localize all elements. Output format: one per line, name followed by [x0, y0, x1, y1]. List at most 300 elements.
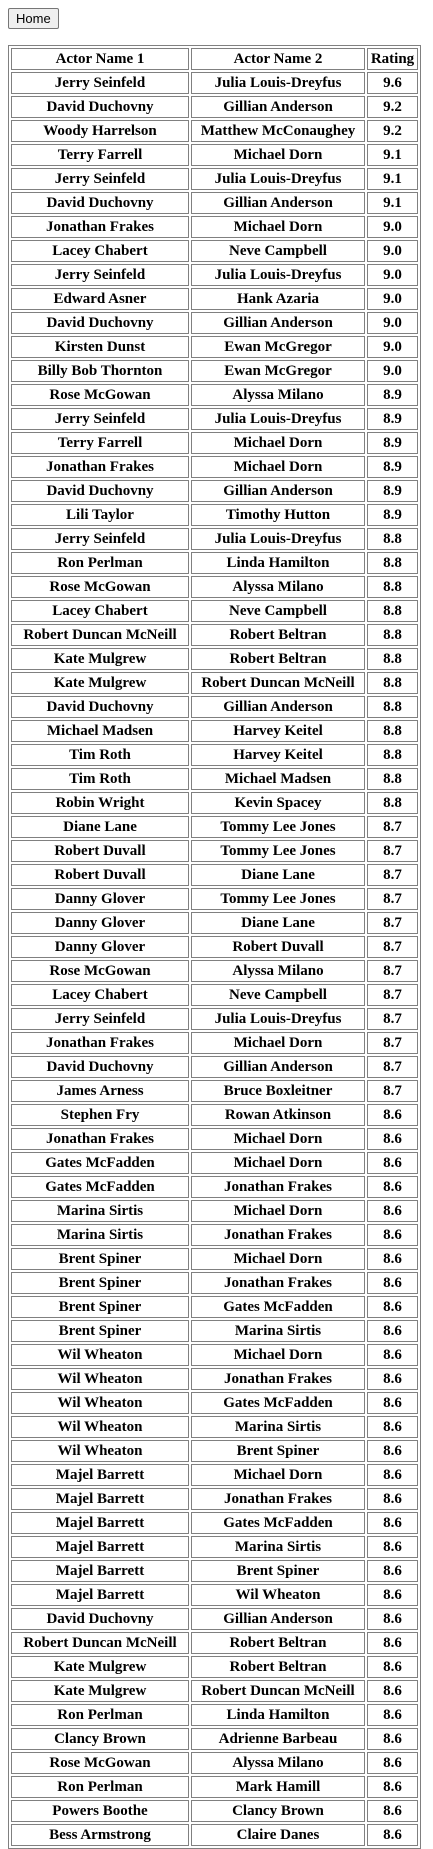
header-actor-name-2: Actor Name 2 — [191, 48, 365, 70]
actor-name-1-cell: Lacey Chabert — [11, 600, 189, 622]
table-row — [11, 312, 418, 334]
rating-cell: 9.2 — [367, 120, 418, 142]
actor-name-2-cell: Robert Duncan McNeill — [191, 1680, 365, 1702]
table-row — [11, 1824, 418, 1846]
table-row — [11, 744, 418, 766]
rating-cell: 8.6 — [367, 1392, 418, 1414]
rating-cell: 8.9 — [367, 504, 418, 526]
table-row — [11, 1344, 418, 1366]
actor-name-1-cell: Brent Spiner — [11, 1320, 189, 1342]
actor-name-2-cell: Gates McFadden — [191, 1296, 365, 1318]
actor-name-2-cell: Timothy Hutton — [191, 504, 365, 526]
rating-cell: 8.8 — [367, 720, 418, 742]
rating-cell: 8.7 — [367, 840, 418, 862]
table-row — [11, 120, 418, 142]
rating-cell: 8.7 — [367, 1080, 418, 1102]
actor-name-2-cell: Michael Dorn — [191, 1032, 365, 1054]
table-header-row — [11, 48, 418, 70]
table-row — [11, 1392, 418, 1414]
table-row — [11, 888, 418, 910]
actor-name-1-cell: David Duchovny — [11, 480, 189, 502]
actor-name-1-cell: Jonathan Frakes — [11, 1032, 189, 1054]
actor-name-1-cell: Marina Sirtis — [11, 1200, 189, 1222]
actor-name-2-cell: Gillian Anderson — [191, 192, 365, 214]
table-row — [11, 336, 418, 358]
table-row — [11, 432, 418, 454]
actor-name-2-cell: Gates McFadden — [191, 1512, 365, 1534]
rating-cell: 8.6 — [367, 1176, 418, 1198]
actor-name-1-cell: Danny Glover — [11, 936, 189, 958]
actor-name-2-cell: Gillian Anderson — [191, 96, 365, 118]
rating-cell: 8.6 — [367, 1752, 418, 1774]
rating-cell: 8.6 — [367, 1200, 418, 1222]
actor-name-2-cell: Michael Dorn — [191, 432, 365, 454]
actor-name-2-cell: Michael Dorn — [191, 1200, 365, 1222]
actor-name-2-cell: Michael Dorn — [191, 216, 365, 238]
table-row — [11, 1128, 418, 1150]
actor-name-2-cell: Michael Madsen — [191, 768, 365, 790]
table-row — [11, 240, 418, 262]
actor-name-1-cell: Clancy Brown — [11, 1728, 189, 1750]
actor-name-1-cell: Kirsten Dunst — [11, 336, 189, 358]
actor-name-1-cell: Robin Wright — [11, 792, 189, 814]
actor-name-1-cell: Ron Perlman — [11, 1776, 189, 1798]
rating-cell: 8.6 — [367, 1488, 418, 1510]
actor-name-2-cell: Neve Campbell — [191, 600, 365, 622]
rating-cell: 8.8 — [367, 696, 418, 718]
actor-name-1-cell: Tim Roth — [11, 768, 189, 790]
actor-name-1-cell: David Duchovny — [11, 1056, 189, 1078]
actor-name-1-cell: Jonathan Frakes — [11, 1128, 189, 1150]
actor-name-2-cell: Michael Dorn — [191, 1344, 365, 1366]
actor-name-1-cell: Jerry Seinfeld — [11, 1008, 189, 1030]
rating-cell: 9.0 — [367, 288, 418, 310]
rating-cell: 8.8 — [367, 600, 418, 622]
table-row — [11, 1632, 418, 1654]
actor-name-2-cell: Marina Sirtis — [191, 1536, 365, 1558]
actor-name-1-cell: Brent Spiner — [11, 1272, 189, 1294]
actor-name-2-cell: Robert Beltran — [191, 1632, 365, 1654]
actor-name-1-cell: Lacey Chabert — [11, 984, 189, 1006]
actor-name-2-cell: Robert Beltran — [191, 624, 365, 646]
actor-name-1-cell: Robert Duvall — [11, 864, 189, 886]
table-row — [11, 1200, 418, 1222]
rating-cell: 8.9 — [367, 408, 418, 430]
rating-cell: 9.0 — [367, 336, 418, 358]
home-button[interactable]: Home — [8, 8, 59, 29]
actor-name-1-cell: Diane Lane — [11, 816, 189, 838]
actor-name-2-cell: Bruce Boxleitner — [191, 1080, 365, 1102]
rating-cell: 8.8 — [367, 792, 418, 814]
actor-name-1-cell: Lacey Chabert — [11, 240, 189, 262]
actor-name-1-cell: Powers Boothe — [11, 1800, 189, 1822]
rating-cell: 8.6 — [367, 1512, 418, 1534]
actor-name-1-cell: Gates McFadden — [11, 1152, 189, 1174]
actor-name-2-cell: Tommy Lee Jones — [191, 840, 365, 862]
table-row — [11, 792, 418, 814]
rating-cell: 8.6 — [367, 1680, 418, 1702]
table-row — [11, 1512, 418, 1534]
table-row — [11, 192, 418, 214]
rating-cell: 9.0 — [367, 360, 418, 382]
table-row — [11, 936, 418, 958]
actor-name-2-cell: Robert Beltran — [191, 648, 365, 670]
actor-name-1-cell: Danny Glover — [11, 888, 189, 910]
table-row — [11, 288, 418, 310]
table-body — [11, 72, 418, 1846]
table-row — [11, 168, 418, 190]
actor-name-1-cell: Rose McGowan — [11, 1752, 189, 1774]
actor-name-1-cell: Majel Barrett — [11, 1512, 189, 1534]
actor-name-1-cell: Bess Armstrong — [11, 1824, 189, 1846]
actor-name-1-cell: Billy Bob Thornton — [11, 360, 189, 382]
actor-name-2-cell: Rowan Atkinson — [191, 1104, 365, 1126]
table-row — [11, 72, 418, 94]
rating-cell: 8.7 — [367, 1008, 418, 1030]
table-row — [11, 600, 418, 622]
header-rating: Rating — [367, 48, 418, 70]
table-row — [11, 912, 418, 934]
actor-name-1-cell: Robert Duncan McNeill — [11, 624, 189, 646]
actor-name-2-cell: Robert Beltran — [191, 1656, 365, 1678]
actor-name-1-cell: Edward Asner — [11, 288, 189, 310]
rating-cell: 8.6 — [367, 1272, 418, 1294]
actor-name-2-cell: Harvey Keitel — [191, 744, 365, 766]
actor-name-1-cell: Brent Spiner — [11, 1296, 189, 1318]
table-row — [11, 1248, 418, 1270]
table-row — [11, 1368, 418, 1390]
table-row — [11, 648, 418, 670]
rating-cell: 8.8 — [367, 576, 418, 598]
rating-cell: 8.7 — [367, 816, 418, 838]
actor-name-2-cell: Michael Dorn — [191, 456, 365, 478]
actor-name-2-cell: Julia Louis-Dreyfus — [191, 264, 365, 286]
actor-name-2-cell: Julia Louis-Dreyfus — [191, 408, 365, 430]
actor-name-1-cell: Stephen Fry — [11, 1104, 189, 1126]
actor-name-1-cell: James Arness — [11, 1080, 189, 1102]
table-row — [11, 768, 418, 790]
actor-name-2-cell: Julia Louis-Dreyfus — [191, 168, 365, 190]
table-row — [11, 1464, 418, 1486]
rating-cell: 8.6 — [367, 1584, 418, 1606]
actor-name-1-cell: David Duchovny — [11, 1608, 189, 1630]
table-row — [11, 816, 418, 838]
actor-name-2-cell: Michael Dorn — [191, 1248, 365, 1270]
table-row — [11, 384, 418, 406]
actor-name-1-cell: Majel Barrett — [11, 1488, 189, 1510]
actor-name-2-cell: Brent Spiner — [191, 1560, 365, 1582]
actor-name-1-cell: Majel Barrett — [11, 1584, 189, 1606]
table-row — [11, 1056, 418, 1078]
rating-cell: 8.8 — [367, 744, 418, 766]
table-row — [11, 1680, 418, 1702]
actor-name-1-cell: Ron Perlman — [11, 1704, 189, 1726]
rating-cell: 8.6 — [367, 1128, 418, 1150]
actor-name-2-cell: Clancy Brown — [191, 1800, 365, 1822]
actor-name-2-cell: Julia Louis-Dreyfus — [191, 528, 365, 550]
actor-name-1-cell: Brent Spiner — [11, 1248, 189, 1270]
actor-name-2-cell: Linda Hamilton — [191, 1704, 365, 1726]
table-row — [11, 1608, 418, 1630]
header-actor-name-1: Actor Name 1 — [11, 48, 189, 70]
table-row — [11, 456, 418, 478]
actor-name-1-cell: Rose McGowan — [11, 960, 189, 982]
rating-cell: 8.7 — [367, 888, 418, 910]
actor-name-2-cell: Ewan McGregor — [191, 336, 365, 358]
table-row — [11, 864, 418, 886]
rating-cell: 8.6 — [367, 1536, 418, 1558]
actor-name-1-cell: Marina Sirtis — [11, 1224, 189, 1246]
rating-cell: 9.0 — [367, 216, 418, 238]
rating-cell: 8.6 — [367, 1248, 418, 1270]
rating-cell: 8.8 — [367, 648, 418, 670]
actor-name-1-cell: Ron Perlman — [11, 552, 189, 574]
rating-cell: 9.6 — [367, 72, 418, 94]
rating-cell: 9.2 — [367, 96, 418, 118]
table-row — [11, 1176, 418, 1198]
actor-name-1-cell: Gates McFadden — [11, 1176, 189, 1198]
rating-cell: 8.8 — [367, 552, 418, 574]
rating-cell: 9.0 — [367, 264, 418, 286]
rating-cell: 8.9 — [367, 384, 418, 406]
rating-cell: 8.7 — [367, 960, 418, 982]
table-row — [11, 960, 418, 982]
actor-name-1-cell: Jerry Seinfeld — [11, 72, 189, 94]
actor-name-1-cell: Woody Harrelson — [11, 120, 189, 142]
actor-name-2-cell: Tommy Lee Jones — [191, 888, 365, 910]
actor-name-1-cell: Wil Wheaton — [11, 1368, 189, 1390]
actor-name-2-cell: Jonathan Frakes — [191, 1176, 365, 1198]
table-row — [11, 1752, 418, 1774]
rating-cell: 8.7 — [367, 1032, 418, 1054]
actor-name-2-cell: Michael Dorn — [191, 1152, 365, 1174]
rating-cell: 8.6 — [367, 1104, 418, 1126]
rating-cell: 8.6 — [367, 1704, 418, 1726]
actor-name-2-cell: Michael Dorn — [191, 144, 365, 166]
actor-name-2-cell: Linda Hamilton — [191, 552, 365, 574]
actor-name-2-cell: Gates McFadden — [191, 1392, 365, 1414]
actor-name-1-cell: Jonathan Frakes — [11, 216, 189, 238]
rating-cell: 8.6 — [367, 1632, 418, 1654]
actor-name-2-cell: Marina Sirtis — [191, 1320, 365, 1342]
actor-name-2-cell: Robert Duvall — [191, 936, 365, 958]
actor-name-2-cell: Neve Campbell — [191, 240, 365, 262]
rating-cell: 8.9 — [367, 456, 418, 478]
actor-name-1-cell: Robert Duvall — [11, 840, 189, 862]
table-row — [11, 264, 418, 286]
rating-cell: 8.6 — [367, 1560, 418, 1582]
rating-cell: 9.0 — [367, 240, 418, 262]
table-row — [11, 984, 418, 1006]
actor-name-2-cell: Jonathan Frakes — [191, 1488, 365, 1510]
table-row — [11, 840, 418, 862]
actor-name-1-cell: Terry Farrell — [11, 432, 189, 454]
actor-name-1-cell: Jerry Seinfeld — [11, 528, 189, 550]
actor-name-1-cell: Kate Mulgrew — [11, 672, 189, 694]
table-row — [11, 1224, 418, 1246]
table-row — [11, 1296, 418, 1318]
actor-name-1-cell: Lili Taylor — [11, 504, 189, 526]
actor-name-2-cell: Julia Louis-Dreyfus — [191, 72, 365, 94]
rating-cell: 8.6 — [367, 1656, 418, 1678]
rating-cell: 8.6 — [367, 1152, 418, 1174]
rating-cell: 8.6 — [367, 1368, 418, 1390]
actor-name-1-cell: Rose McGowan — [11, 384, 189, 406]
table-row — [11, 144, 418, 166]
table-row — [11, 696, 418, 718]
rating-cell: 8.8 — [367, 672, 418, 694]
table-row — [11, 1416, 418, 1438]
actor-name-1-cell: Wil Wheaton — [11, 1440, 189, 1462]
table-row — [11, 1104, 418, 1126]
actor-name-2-cell: Brent Spiner — [191, 1440, 365, 1462]
table-row — [11, 576, 418, 598]
actor-name-1-cell: Majel Barrett — [11, 1536, 189, 1558]
table-row — [11, 1800, 418, 1822]
rating-cell: 9.1 — [367, 144, 418, 166]
actor-name-1-cell: Wil Wheaton — [11, 1392, 189, 1414]
rating-cell: 8.6 — [367, 1440, 418, 1462]
table-row — [11, 1656, 418, 1678]
actor-name-1-cell: Kate Mulgrew — [11, 648, 189, 670]
table-row — [11, 624, 418, 646]
actor-name-1-cell: Majel Barrett — [11, 1560, 189, 1582]
rating-cell: 8.7 — [367, 912, 418, 934]
actor-name-2-cell: Tommy Lee Jones — [191, 816, 365, 838]
actor-name-1-cell: Kate Mulgrew — [11, 1656, 189, 1678]
rating-cell: 8.6 — [367, 1296, 418, 1318]
table-row — [11, 1488, 418, 1510]
actor-name-2-cell: Gillian Anderson — [191, 696, 365, 718]
table-row — [11, 360, 418, 382]
rating-cell: 9.1 — [367, 168, 418, 190]
actor-name-1-cell: Jonathan Frakes — [11, 456, 189, 478]
actor-name-2-cell: Kevin Spacey — [191, 792, 365, 814]
actor-name-1-cell: Wil Wheaton — [11, 1344, 189, 1366]
rating-cell: 9.0 — [367, 312, 418, 334]
actor-name-1-cell: Terry Farrell — [11, 144, 189, 166]
rating-cell: 8.6 — [367, 1824, 418, 1846]
actor-name-2-cell: Wil Wheaton — [191, 1584, 365, 1606]
rating-cell: 8.6 — [367, 1464, 418, 1486]
actor-name-2-cell: Adrienne Barbeau — [191, 1728, 365, 1750]
table-row — [11, 216, 418, 238]
table-row — [11, 1272, 418, 1294]
actor-name-1-cell: Rose McGowan — [11, 576, 189, 598]
actor-name-2-cell: Ewan McGregor — [191, 360, 365, 382]
actor-name-2-cell: Alyssa Milano — [191, 576, 365, 598]
table-row — [11, 1536, 418, 1558]
rating-cell: 8.8 — [367, 528, 418, 550]
actor-name-2-cell: Jonathan Frakes — [191, 1224, 365, 1246]
table-row — [11, 720, 418, 742]
rating-cell: 8.6 — [367, 1416, 418, 1438]
actor-name-2-cell: Gillian Anderson — [191, 1056, 365, 1078]
ratings-table — [8, 45, 421, 1849]
table-row — [11, 1584, 418, 1606]
actor-name-1-cell: Jerry Seinfeld — [11, 264, 189, 286]
actor-name-2-cell: Alyssa Milano — [191, 960, 365, 982]
actor-name-1-cell: Jerry Seinfeld — [11, 168, 189, 190]
actor-name-1-cell: David Duchovny — [11, 312, 189, 334]
actor-name-1-cell: David Duchovny — [11, 192, 189, 214]
actor-name-2-cell: Neve Campbell — [191, 984, 365, 1006]
table-row — [11, 96, 418, 118]
actor-name-2-cell: Diane Lane — [191, 912, 365, 934]
actor-name-2-cell: Robert Duncan McNeill — [191, 672, 365, 694]
actor-name-2-cell: Hank Azaria — [191, 288, 365, 310]
actor-name-1-cell: Wil Wheaton — [11, 1416, 189, 1438]
actor-name-1-cell: David Duchovny — [11, 96, 189, 118]
rating-cell: 8.9 — [367, 432, 418, 454]
actor-name-2-cell: Alyssa Milano — [191, 1752, 365, 1774]
table-row — [11, 1080, 418, 1102]
rating-cell: 8.7 — [367, 984, 418, 1006]
table-row — [11, 1728, 418, 1750]
actor-name-1-cell: Danny Glover — [11, 912, 189, 934]
table-row — [11, 1776, 418, 1798]
table-row — [11, 1704, 418, 1726]
table-row — [11, 1440, 418, 1462]
table-row — [11, 480, 418, 502]
actor-name-1-cell: David Duchovny — [11, 696, 189, 718]
table-row — [11, 528, 418, 550]
actor-name-2-cell: Michael Dorn — [191, 1464, 365, 1486]
rating-cell: 8.6 — [367, 1608, 418, 1630]
actor-name-2-cell: Gillian Anderson — [191, 312, 365, 334]
rating-cell: 8.6 — [367, 1800, 418, 1822]
rating-cell: 8.8 — [367, 768, 418, 790]
rating-cell: 8.6 — [367, 1344, 418, 1366]
actor-name-1-cell: Michael Madsen — [11, 720, 189, 742]
actor-name-2-cell: Jonathan Frakes — [191, 1368, 365, 1390]
rating-cell: 8.8 — [367, 624, 418, 646]
table-row — [11, 1560, 418, 1582]
actor-name-2-cell: Julia Louis-Dreyfus — [191, 1008, 365, 1030]
actor-name-2-cell: Jonathan Frakes — [191, 1272, 365, 1294]
rating-cell: 8.7 — [367, 936, 418, 958]
actor-name-2-cell: Diane Lane — [191, 864, 365, 886]
rating-cell: 8.6 — [367, 1728, 418, 1750]
table-row — [11, 1152, 418, 1174]
table-row — [11, 504, 418, 526]
ratings-table-container — [8, 45, 421, 1849]
actor-name-1-cell: Majel Barrett — [11, 1464, 189, 1486]
actor-name-2-cell: Marina Sirtis — [191, 1416, 365, 1438]
actor-name-2-cell: Claire Danes — [191, 1824, 365, 1846]
rating-cell: 8.7 — [367, 864, 418, 886]
actor-name-1-cell: Jerry Seinfeld — [11, 408, 189, 430]
table-row — [11, 1032, 418, 1054]
actor-name-2-cell: Matthew McConaughey — [191, 120, 365, 142]
table-row — [11, 408, 418, 430]
table-row — [11, 1008, 418, 1030]
rating-cell: 9.1 — [367, 192, 418, 214]
actor-name-1-cell: Kate Mulgrew — [11, 1680, 189, 1702]
actor-name-1-cell: Robert Duncan McNeill — [11, 1632, 189, 1654]
actor-name-2-cell: Alyssa Milano — [191, 384, 365, 406]
actor-name-2-cell: Mark Hamill — [191, 1776, 365, 1798]
rating-cell: 8.6 — [367, 1224, 418, 1246]
actor-name-1-cell: Tim Roth — [11, 744, 189, 766]
table-row — [11, 1320, 418, 1342]
actor-name-2-cell: Gillian Anderson — [191, 1608, 365, 1630]
actor-name-2-cell: Gillian Anderson — [191, 480, 365, 502]
rating-cell: 8.9 — [367, 480, 418, 502]
rating-cell: 8.6 — [367, 1776, 418, 1798]
rating-cell: 8.7 — [367, 1056, 418, 1078]
actor-name-2-cell: Harvey Keitel — [191, 720, 365, 742]
